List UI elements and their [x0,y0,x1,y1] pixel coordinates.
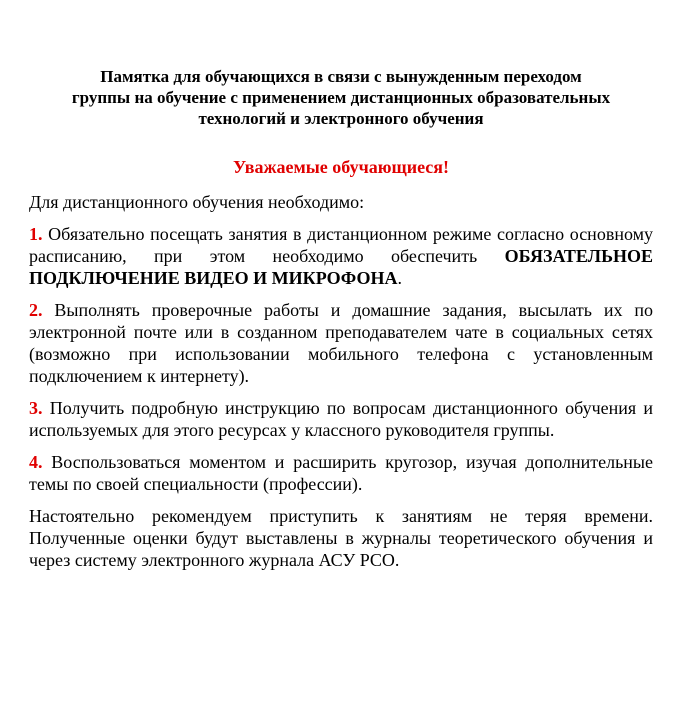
item-number: 1. [29,224,43,244]
closing-text: Настоятельно рекомендуем приступить к занятиям не теряя времени. Полученные оценки будут выставлены в журналы теоретического обучения и через систему электронного журнала АСУ РСО. [29,506,653,570]
item-text: Получить подробную инструкцию по вопросам дистанционного обучения и используемых для этого ресурсах у классного руководителя группы. [29,398,653,440]
item-number: 3. [29,398,43,418]
list-item-3 [29,397,653,441]
item-number: 4. [29,452,43,472]
item-text: Воспользоваться моментом и расширить кругозор, изучая дополнительные темы по своей специальности (профессии). [29,452,653,494]
document-title [29,66,653,129]
item-text: Обязательно посещать занятия в дистанционном режиме согласно основному расписанию, при этом необходимо обеспечить [29,224,653,266]
item-number: 2. [29,300,43,320]
title-line-2: группы на обучение с применением дистанционных образовательных [71,88,611,107]
list-item-1 [29,223,653,289]
item-text: Выполнять проверочные работы и домашние задания, высылать их по электронной почте или в созданном преподавателем чате в социальных сетях (возможно при использовании мобильного телефона с установленным подключением к интернету). [29,300,654,386]
title-line-1: Памятка для обучающихся в связи с вынужденным переходом [100,67,582,86]
greeting: Уважаемые обучающиеся! [232,157,450,177]
item-emphasis: ОБЯЗАТЕЛЬНОЕ ПОДКЛЮЧЕНИЕ ВИДЕО И МИКРОФОНА [29,246,653,288]
list-item-4 [29,451,653,495]
list-item-2 [29,299,653,387]
document-page [29,66,653,571]
title-line-3: технологий и электронного обучения [198,109,484,128]
item-tail: . [397,268,402,288]
intro-text: Для дистанционного обучения необходимо: [29,192,365,212]
